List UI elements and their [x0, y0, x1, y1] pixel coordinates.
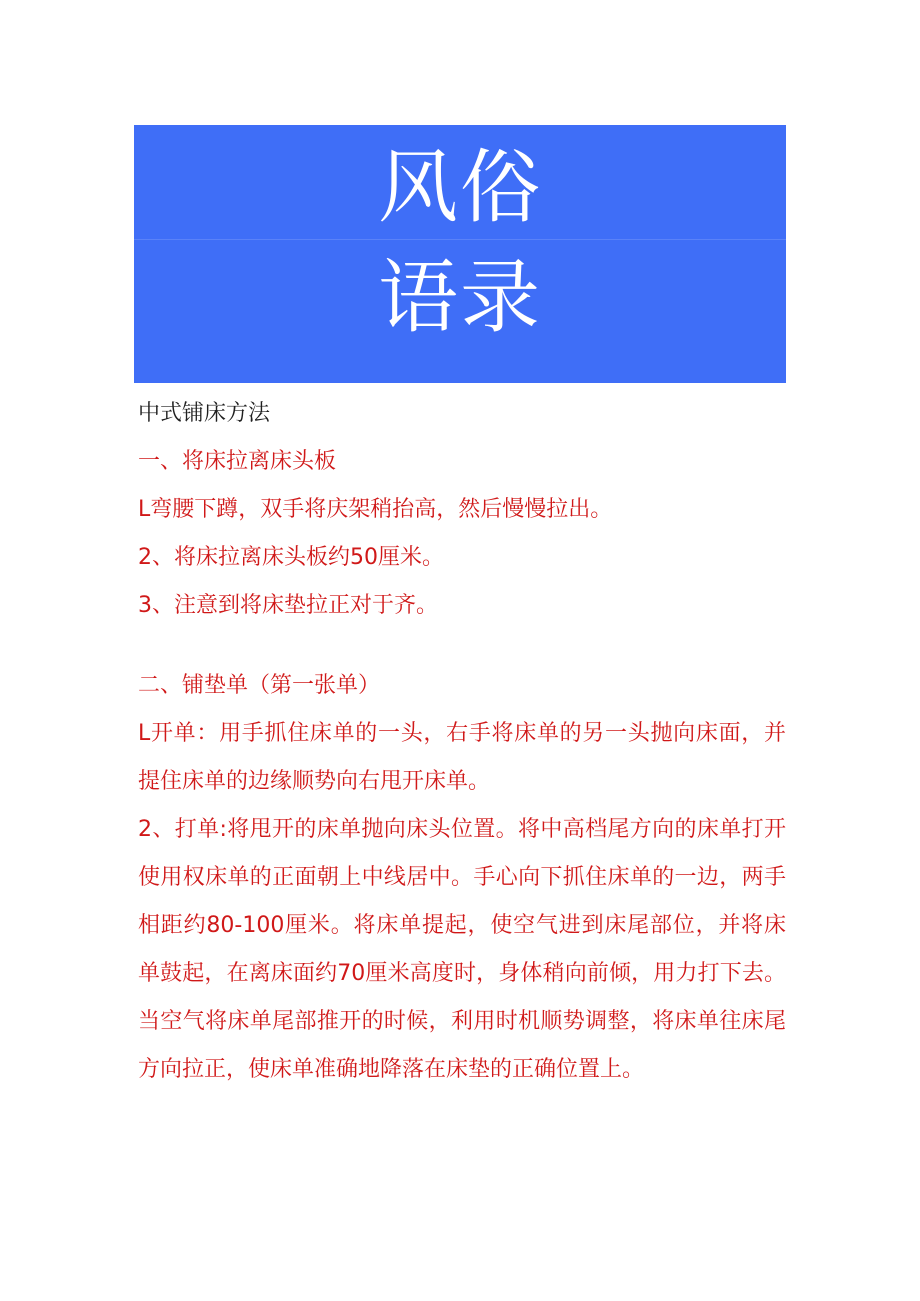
- section-1-item-1: L弯腰下蹲，双手将庆架稍抬高，然后慢慢拉出。: [138, 497, 613, 522]
- section-1-item-3: 3、注意到将床垫拉正对于齐。: [138, 593, 438, 618]
- banner-title-line-2: 语录: [378, 251, 542, 344]
- section-2-paragraph-2: 2、打单:将甩开的床单抛向床头位置。将中高档尾方向的床单打开使用权床单的正面朝上中线居中。手心向下抓住床单的一边，两手相距约80-100厘米。将床单提起，使空气进到床尾部位，并将床单鼓起，在离床面约70厘米高度时，身体稍向前倾，用力打下去。当空气将床单尾部推开的时候，利用时机顺势调整，将床单往床尾方向拉正，使床单准确地降落在床垫的正确位置上。: [138, 817, 786, 1082]
- section-1-heading: 一、将床拉离床头板: [138, 449, 337, 474]
- section-1-item-2: 2、将床拉离床头板约50厘米。: [138, 545, 444, 570]
- banner-divider: [134, 239, 786, 240]
- document-body: [138, 390, 786, 1094]
- section-2-paragraph-1: L开单：用手抓住床单的一头，右手将床单的另一头抛向床面，并提住床单的边缘顺势向右甩开床单。: [138, 721, 786, 794]
- banner-title-line-1: 风俗: [378, 141, 542, 234]
- section-2-heading: 二、铺垫单（第一张单）: [138, 673, 381, 698]
- section-gap: [138, 630, 786, 662]
- document-title: 中式铺床方法: [138, 401, 271, 426]
